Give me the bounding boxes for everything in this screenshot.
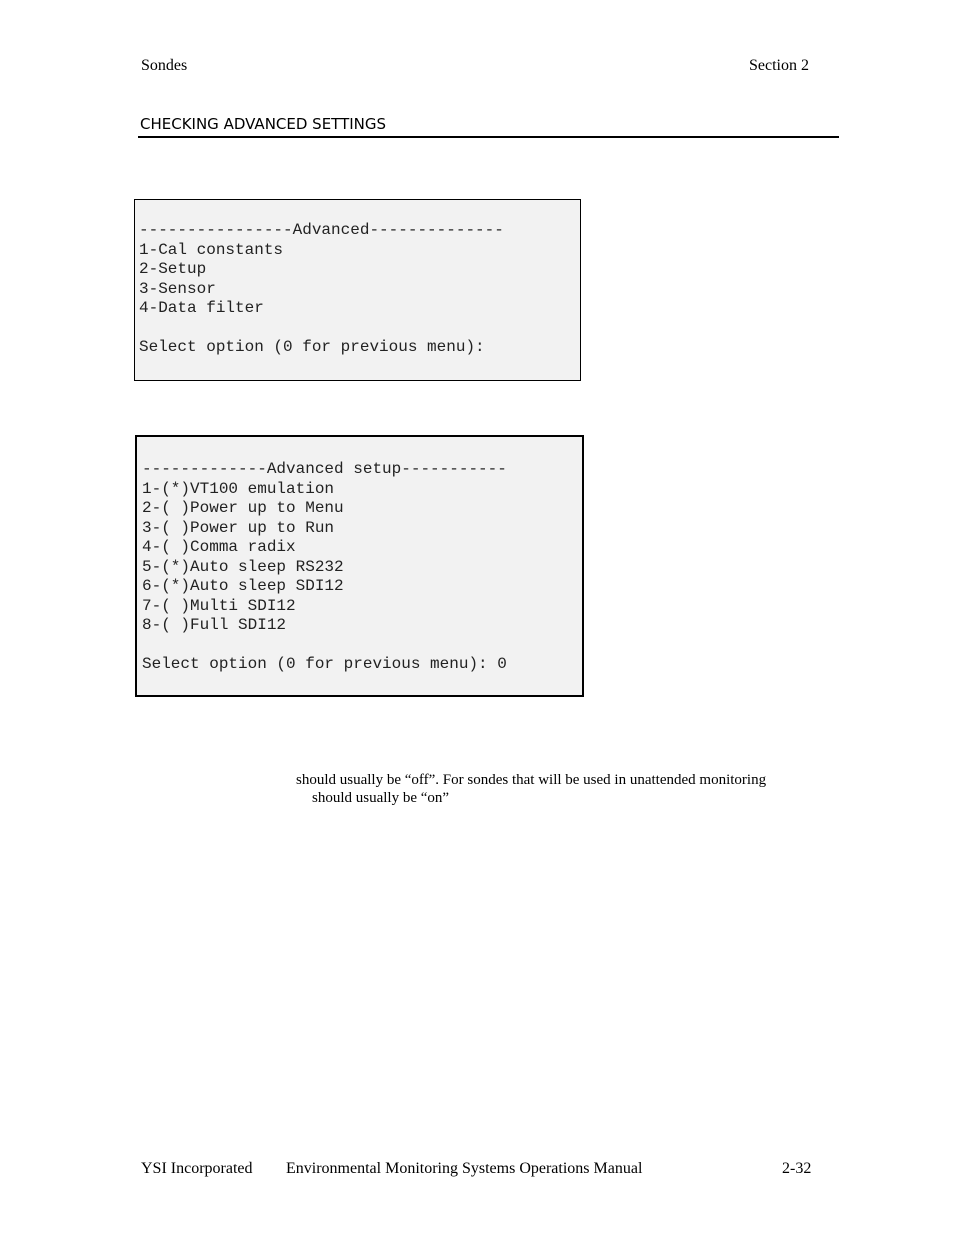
terminal-line: 2-( )Power up to Menu [142,499,344,517]
note-text-line-2: should usually be “on” [312,790,450,806]
terminal-line: 3-( )Power up to Run [142,518,335,537]
terminal-prompt: Select option (0 for previous menu): 0 [142,655,507,673]
terminal-line-title: ----------------Advanced-------------- [139,221,504,239]
terminal-line: 3-Sensor [139,279,216,298]
header-right: Section 2 [749,57,809,74]
advanced-menu-terminal [134,199,581,381]
terminal-line: 7-( )Multi SDI12 [142,596,296,615]
terminal-line: 5-(*)Auto sleep RS232 [142,557,344,576]
terminal-line-blank [142,636,582,656]
footer-company: YSI Incorporated [141,1160,253,1177]
terminal-line: 1-Cal constants [139,240,284,259]
terminal-line: 4-Data filter [139,299,264,317]
terminal-line: 2-Setup [139,260,207,278]
terminal-line: 6-(*)Auto sleep SDI12 [142,577,344,595]
advanced-setup-terminal [135,435,584,697]
terminal-line-blank [139,319,580,339]
terminal-line: 4-( )Comma radix [142,538,296,556]
header-left: Sondes [141,57,188,74]
terminal-line: 8-( )Full SDI12 [142,616,287,634]
note-text-line-1: should usually be “off”. For sondes that will be used in unattended monitoring [296,772,767,788]
section-divider [138,136,839,138]
terminal-prompt: Select option (0 for previous menu): [139,338,485,356]
section-title: CHECKING ADVANCED SETTINGS [140,115,387,133]
terminal-line: 1-(*)VT100 emulation [142,479,335,498]
footer-page-number: 2-32 [782,1160,812,1177]
terminal-line-title: -------------Advanced setup----------- [142,460,507,478]
footer-manual-title: Environmental Monitoring Systems Operations Manual [286,1160,643,1177]
